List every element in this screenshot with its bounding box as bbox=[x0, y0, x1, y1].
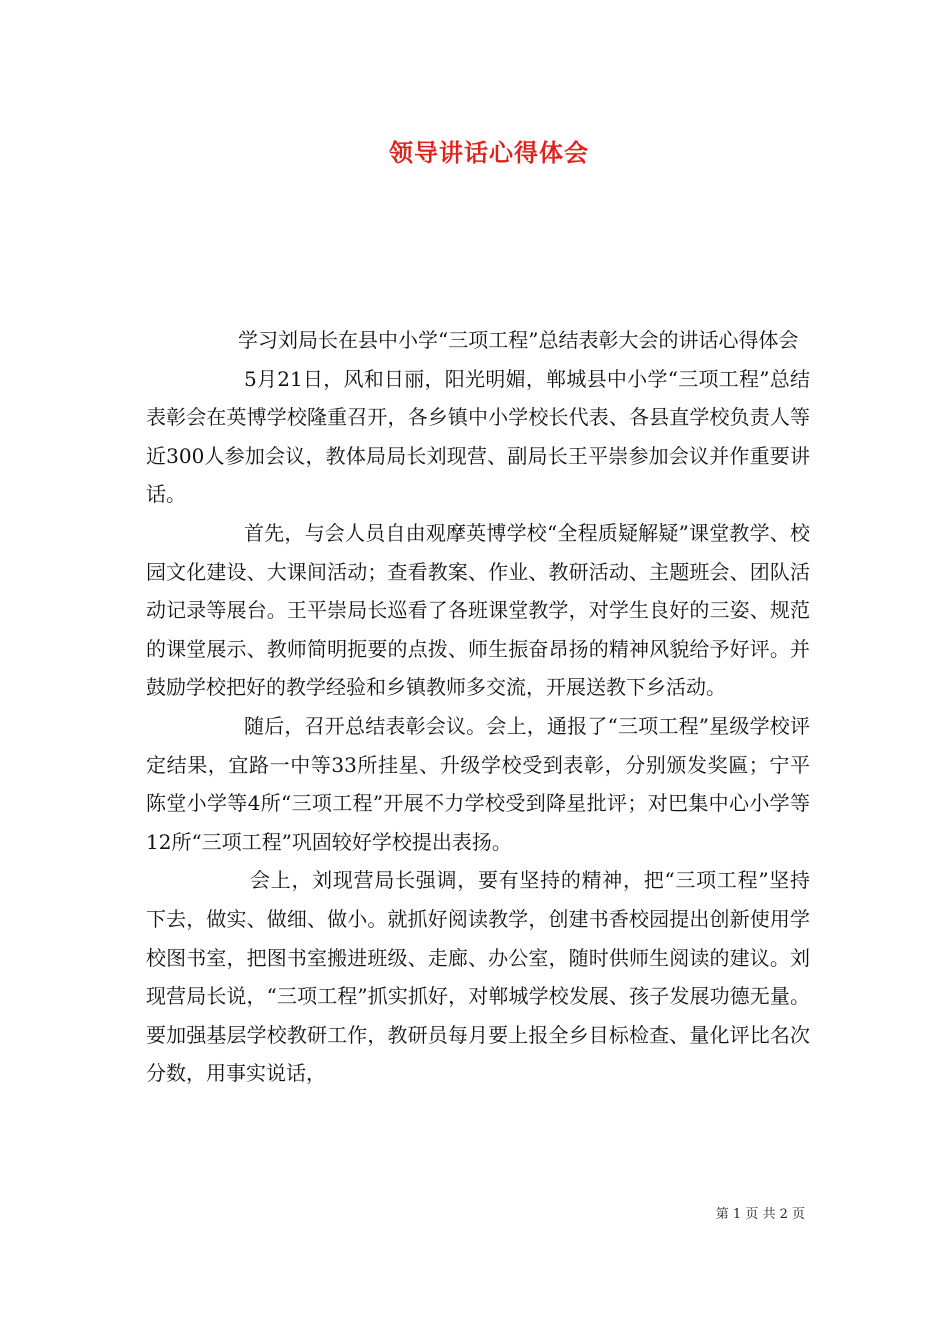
document-body bbox=[146, 321, 810, 1093]
paragraph-director-speech: 会上，刘现营局长强调，要有坚持的精神，把“三项工程”坚持下去，做实、做细、做小。就抓好阅读教学，创建书香校园提出创新使用学校图书室，把图书室搬进班级、走廊、办公室，随时供师生阅读的建议。刘现营局长说，“三项工程”抓实抓好，对郸城学校发展、孩子发展功德无量。要加强基层学校教研工作，教研员每月要上报全乡目标检查、量化评比名次分数，用事实说话， bbox=[146, 868, 810, 1086]
paragraph-observation: 首先，与会人员自由观摩英博学校“全程质疑解疑”课堂教学、校园文化建设、大课间活动；查看教案、作业、教研活动、主题班会、团队活动记录等展台。王平崇局长巡看了各班课堂教学，对学生良好的三姿、规范的课堂展示、教师简明扼要的点拨、师生振奋昂扬的精神风貌给予好评。并鼓励学校把好的教学经验和乡镇教师多交流，开展送教下乡活动。 bbox=[146, 520, 810, 700]
paragraph-meeting-intro: 5月21日，风和日丽，阳光明媚，郸城县中小学“三项工程”总结表彰会在英博学校隆重召开，各乡镇中小学校长代表、各县直学校负责人等近300人参加会议，教体局局长刘现营、副局长王平崇参加会议并作重要讲话。 bbox=[146, 366, 810, 507]
paragraph-subtitle: 学习刘局长在县中小学“三项工程”总结表彰大会的讲话心得体会 bbox=[238, 328, 799, 352]
page-title: 领导讲话心得体会 bbox=[389, 138, 589, 167]
paragraph-commendation: 随后，召开总结表彰会议。会上，通报了“三项工程”星级学校评定结果，宜路一中等33所挂星、升级学校受到表彰，分别颁发奖匾；宁平陈堂小学等4所“三项工程”开展不力学校受到降星批评；对巴集中心小学等12所“三项工程”巩固较好学校提出表扬。 bbox=[146, 713, 810, 854]
page-number: 第 1 页 共 2 页 bbox=[715, 1207, 805, 1222]
